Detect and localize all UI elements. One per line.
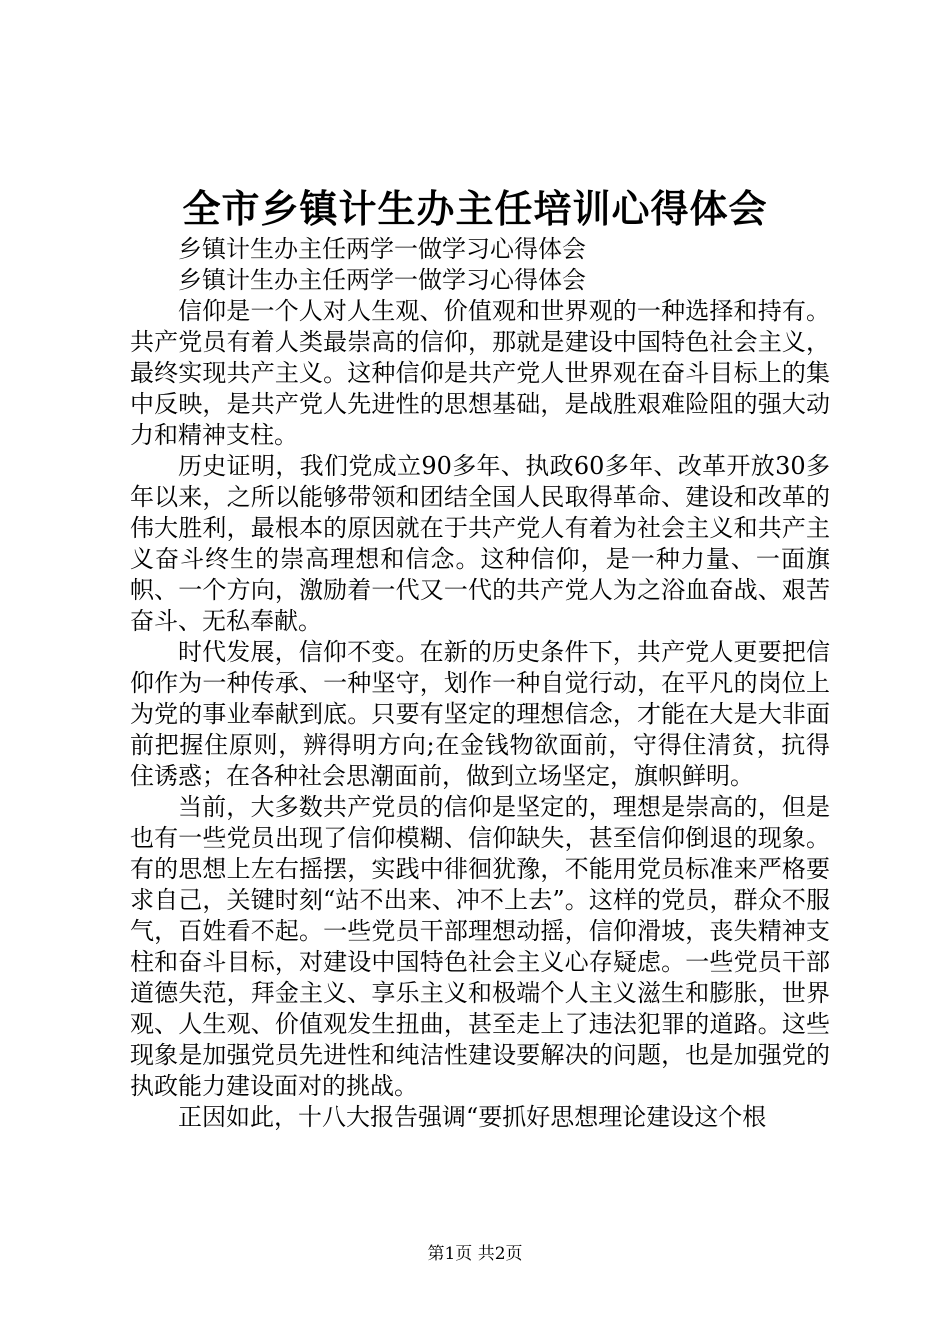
document-title: 全市乡镇计生办主任培训心得体会 [182, 186, 768, 231]
body-paragraph: 乡镇计生办主任两学一做学习心得体会 [178, 266, 586, 294]
body-paragraph: 历史证明，我们党成立90多年、执政60多年、改革开放30多年以来，之所以能够带领和团结全国人民取得革命、建设和改革的伟大胜利，最根本的原因就在于共产党人有着为社会主义和共产主义奋斗终生的崇高理想和信念。这种信仰，是一种力量、一面旗帜、一个方向，激励着一代又一代的共产党人为之浴血奋战、艰苦奋斗、无私奉献。 [130, 452, 830, 635]
body-paragraph: 当前，大多数共产党员的信仰是坚定的，理想是崇高的，但是也有一些党员出现了信仰模糊、信仰缺失，甚至信仰倒退的现象。有的思想上左右摇摆，实践中徘徊犹豫，不能用党员标准来严格要求自己，关键时刻“站不出来、冲不上去”。这样的党员，群众不服气，百姓看不起。一些党员干部理想动摇，信仰滑坡，丧失精神支柱和奋斗目标，对建设中国特色社会主义心存疑虑。一些党员干部道德失范，拜金主义、享乐主义和极端个人主义滋生和膨胀，世界观、人生观、价值观发生扭曲，甚至走上了违法犯罪的道路。这些现象是加强党员先进性和纯洁性建设要解决的问题，也是加强党的执政能力建设面对的挑战。 [130, 793, 830, 1100]
body-paragraph: 乡镇计生办主任两学一做学习心得体会 [178, 235, 586, 263]
document-body [130, 234, 830, 1133]
page-footer: 第1页 共2页 [427, 1244, 523, 1264]
body-paragraph: 正因如此，十八大报告强调“要抓好思想理论建设这个根 [178, 1103, 767, 1131]
body-paragraph: 信仰是一个人对人生观、价值观和世界观的一种选择和持有。共产党员有着人类最崇高的信仰，那就是建设中国特色社会主义，最终实现共产主义。这种信仰是共产党人世界观在奋斗目标上的集中反映，是共产党人先进性的思想基础，是战胜艰难险阻的强大动力和精神支柱。 [130, 297, 830, 449]
body-paragraph: 时代发展，信仰不变。在新的历史条件下，共产党人更要把信仰作为一种传承、一种坚守，划作一种自觉行动，在平凡的岗位上为党的事业奉献到底。只要有坚定的理想信念，才能在大是大非面前把握住原则，辨得明方向;在金钱物欲面前，守得住清贫，抗得住诱惑；在各种社会思潮面前，做到立场坚定，旗帜鲜明。 [130, 638, 830, 790]
